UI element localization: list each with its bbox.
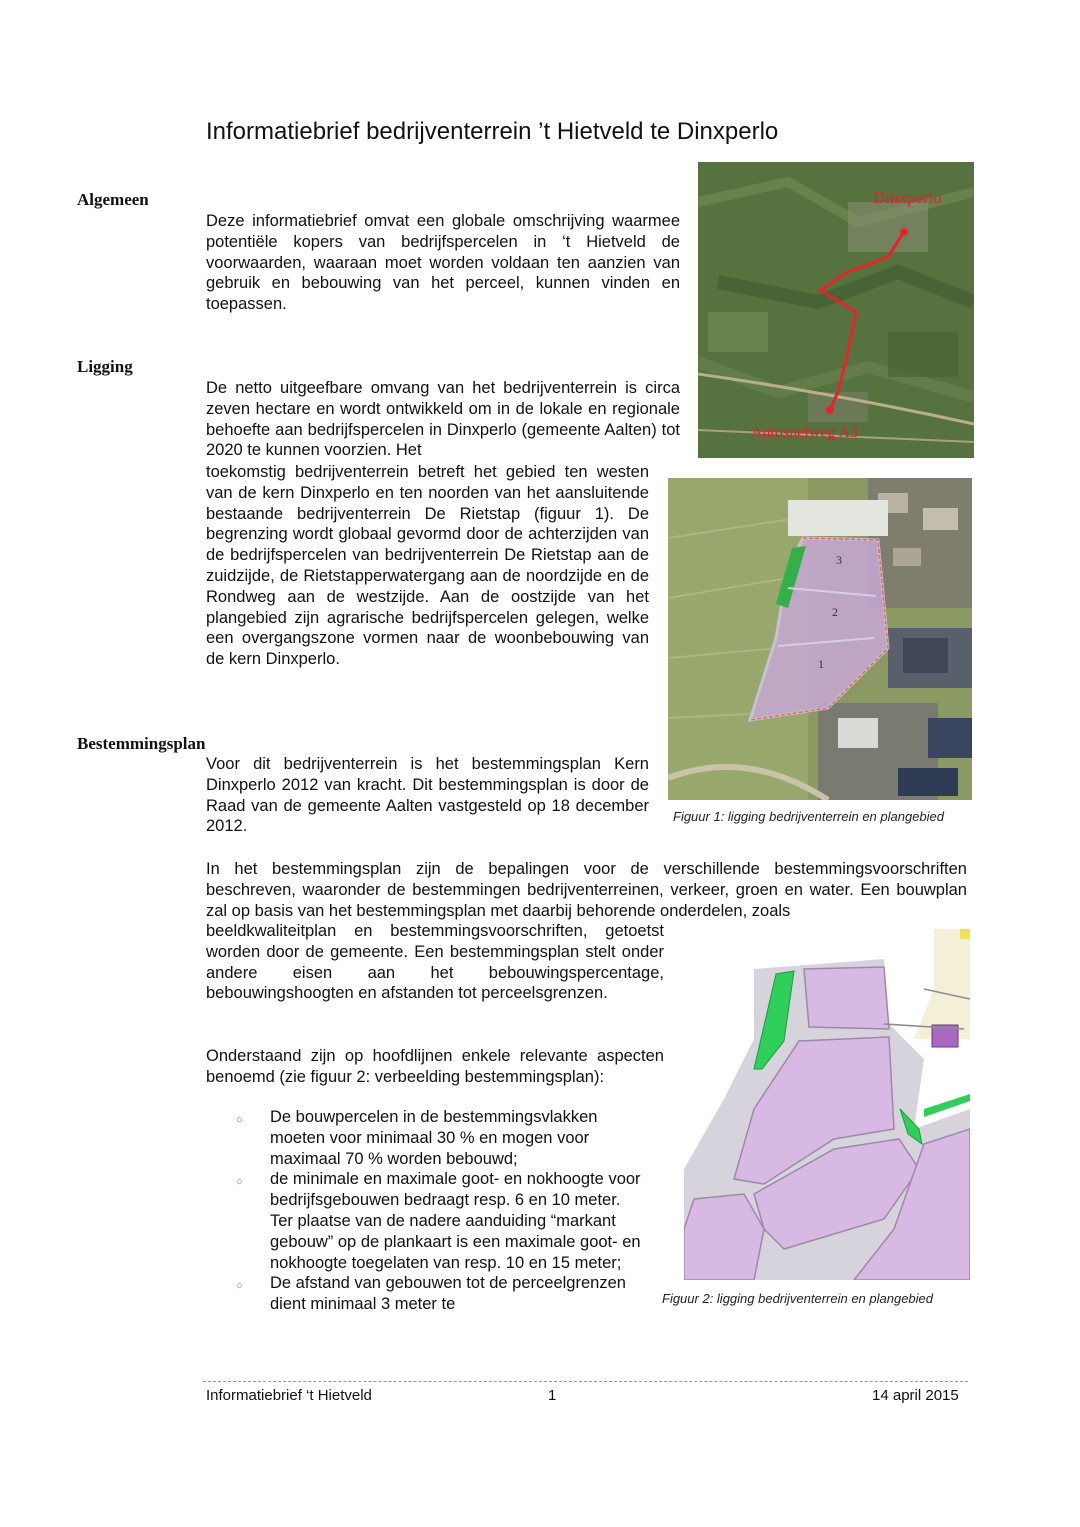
plot-label: 2 — [832, 605, 838, 619]
paragraph-bestemmingsplan-2a: In het bestemmingsplan zijn de bepalingen voor de verschillende bestemmingsvoorschriften beschreven, waaronder de bestemmingen bedrijventerreinen, verkeer, groen en water. Een bouwplan zal op basis van het bestemmingsplan met daarbij behorende onderdelen, zoals — [206, 860, 967, 920]
footer-divider — [203, 1381, 968, 1382]
paragraph-bestemmingsplan-2b: beeldkwaliteitplan en bestemmingsvoorschriften, getoetst worden door de gemeente. Een bestemmingsplan stelt onder andere eisen aan het bebouwingspercentage, bebouwingshoogten en afstanden tot perceelsgrenzen. — [206, 922, 664, 1003]
list-item — [236, 1107, 646, 1169]
bullet-list — [236, 1107, 646, 1315]
bullet-circle-icon: ○ — [236, 1176, 243, 1189]
map-label-a3: Autosnelweg A3 — [751, 424, 859, 441]
aerial-photo-image — [668, 478, 972, 800]
paragraph-bestemmingsplan-3: Onderstaand zijn op hoofdlijnen enkele relevante aspecten benoemd (zie figuur 2: verbeelding bestemmingsplan): — [206, 1047, 664, 1086]
bullet-circle-icon: ○ — [236, 1114, 243, 1126]
page-number: 1 — [548, 1387, 557, 1404]
figure-2-caption: Figuur 2: ligging bedrijventerrein en plangebied — [662, 1291, 934, 1306]
zoning-plan-svg — [684, 929, 970, 1280]
map-label-dinxperlo: Dinxperlo — [873, 188, 942, 207]
list-item — [236, 1169, 646, 1273]
aerial-photo-svg — [668, 478, 972, 800]
section-heading-algemeen: Algemeen — [77, 190, 149, 209]
zoning-plan-map-image — [684, 929, 970, 1280]
paragraph-algemeen: Deze informatiebrief omvat een globale omschrijving waarmee potentiële kopers van bedrijfspercelen in ‘t Hietveld de voorwaarden, waaraan moet worden voldaan ten aanzien van gebruik en bebouwing van het perceel, kunnen vinden en toepassen. — [206, 212, 680, 314]
list-item — [236, 1273, 646, 1315]
section-heading-ligging: Ligging — [77, 357, 133, 376]
footer-date: 14 april 2015 — [872, 1387, 959, 1404]
plot-label: 1 — [818, 657, 824, 671]
overview-map-image — [698, 162, 974, 458]
list-item-text: De bouwpercelen in de bestemmingsvlakken moeten voor minimaal 30 % en mogen voor maximaal 70 % worden bebouwd; — [270, 1108, 598, 1168]
paragraph-ligging-2: toekomstig bedrijventerrein betreft het gebied ten westen van de kern Dinxperlo en ten noorden van het aansluitende bestaande bedrijventerrein De Rietstap (figuur 1). De begrenzing wordt globaal gevormd door de achterzijden van de bedrijfspercelen van bedrijventerrein De Rietstap aan de zuidzijde, de Rietstapperwatergang aan de noordzijde en de Rondweg aan de westzijde. Aan de oostzijde van het plangebied zijn agrarische bedrijfspercelen gelegen, welke een overgangszone vormen naar de woonbebouwing van de kern Dinxperlo. — [206, 463, 649, 669]
list-item-text: De afstand van gebouwen tot de perceelgrenzen dient minimaal 3 meter te — [270, 1274, 626, 1314]
page-title: Informatiebrief bedrijventerrein ’t Hietveld te Dinxperlo — [206, 118, 779, 145]
footer-left: Informatiebrief ‘t Hietveld — [206, 1387, 372, 1404]
figure-1-caption: Figuur 1: ligging bedrijventerrein en plangebied — [673, 809, 945, 824]
list-item-text: de minimale en maximale goot- en nokhoogte voor bedrijfsgebouwen bedraagt resp. 6 en 10 meter. Ter plaatse van de nadere aanduiding “markant gebouw” op de plankaart is een maximale goot- en nokhoogte toegelaten van resp. 10 en 15 meter; — [270, 1170, 641, 1272]
overview-map-svg — [698, 162, 974, 458]
paragraph-ligging-1: De netto uitgeefbare omvang van het bedrijventerrein is circa zeven hectare en wordt ontwikkeld om in de lokale en regionale behoefte aan bedrijfspercelen in Dinxperlo (gemeente Aalten) tot 2020 te kunnen voorzien. Het — [206, 379, 680, 460]
paragraph-bestemmingsplan-1: Voor dit bedrijventerrein is het bestemmingsplan Kern Dinxperlo 2012 van kracht. Dit bestemmingsplan is door de Raad van de gemeente Aalten vastgesteld op 18 december 2012. — [206, 755, 649, 836]
section-heading-bestemmingsplan: Bestemmingsplan — [77, 734, 206, 753]
bullet-circle-icon: ○ — [236, 1280, 243, 1293]
plot-label: 3 — [836, 553, 842, 567]
